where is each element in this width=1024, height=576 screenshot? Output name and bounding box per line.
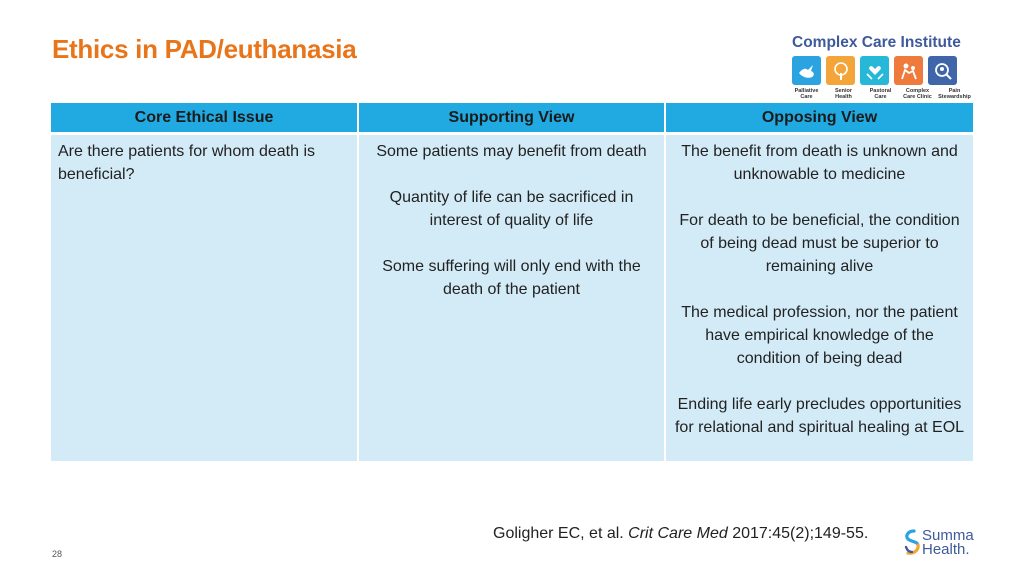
header-core-issue: Core Ethical Issue	[51, 103, 358, 134]
hands-heart-icon	[860, 56, 889, 85]
supporting-point: Some patients may benefit from death	[376, 143, 647, 160]
summa-line1: Summa	[922, 527, 974, 544]
table-header-row	[51, 103, 973, 134]
dove-icon	[792, 56, 821, 85]
summa-swirl-icon	[902, 528, 924, 558]
opposing-view-cell	[665, 134, 973, 462]
page-number: 28	[52, 549, 63, 559]
magnifier-person-icon	[928, 56, 957, 85]
opposing-point: Ending life early precludes opportunities for relational and spiritual healing at EOL	[674, 396, 965, 436]
caregiver-icon	[894, 56, 923, 85]
opposing-point: For death to be beneficial, the condition of being dead must be superior to remaining alive	[679, 212, 960, 275]
core-issue-text: Are there patients for whom death is beneficial?	[58, 143, 316, 183]
summa-line2: Health.	[922, 541, 970, 558]
opposing-point: The benefit from death is unknown and unknowable to medicine	[681, 143, 958, 183]
supporting-view-cell	[358, 134, 665, 462]
tile-label-pastoral: Pastoral Care	[869, 88, 892, 100]
logo-name: Complex Care Institute	[792, 34, 961, 51]
table-row	[51, 134, 973, 462]
supporting-point: Quantity of life can be sacrificed in interest of quality of life	[389, 189, 634, 229]
tile-label-senior: Senior Health	[834, 88, 853, 100]
opposing-point: The medical profession, nor the patient have empirical knowledge of the condition of being dead	[681, 304, 958, 367]
complex-care-institute-logo	[788, 34, 978, 106]
supporting-point: Some suffering will only end with the death of the patient	[382, 258, 641, 298]
tile-label-pain: Pain Stewardship	[938, 88, 971, 100]
citation	[493, 525, 868, 543]
summa-health-logo	[902, 526, 982, 562]
header-opposing-view: Opposing View	[665, 103, 973, 134]
tile-label-palliative: Palliative Care	[794, 88, 819, 100]
citation-details: 2017:45(2);149-55.	[727, 525, 869, 542]
tile-label-complex: Complex Care Clinic	[903, 88, 932, 100]
tree-icon	[826, 56, 855, 85]
citation-journal: Crit Care Med	[628, 525, 728, 542]
citation-authors: Goligher EC, et al.	[493, 525, 629, 542]
core-issue-cell	[51, 134, 358, 462]
ethics-table	[51, 103, 973, 461]
slide-title: Ethics in PAD/euthanasia	[52, 34, 357, 64]
header-supporting-view: Supporting View	[358, 103, 665, 134]
